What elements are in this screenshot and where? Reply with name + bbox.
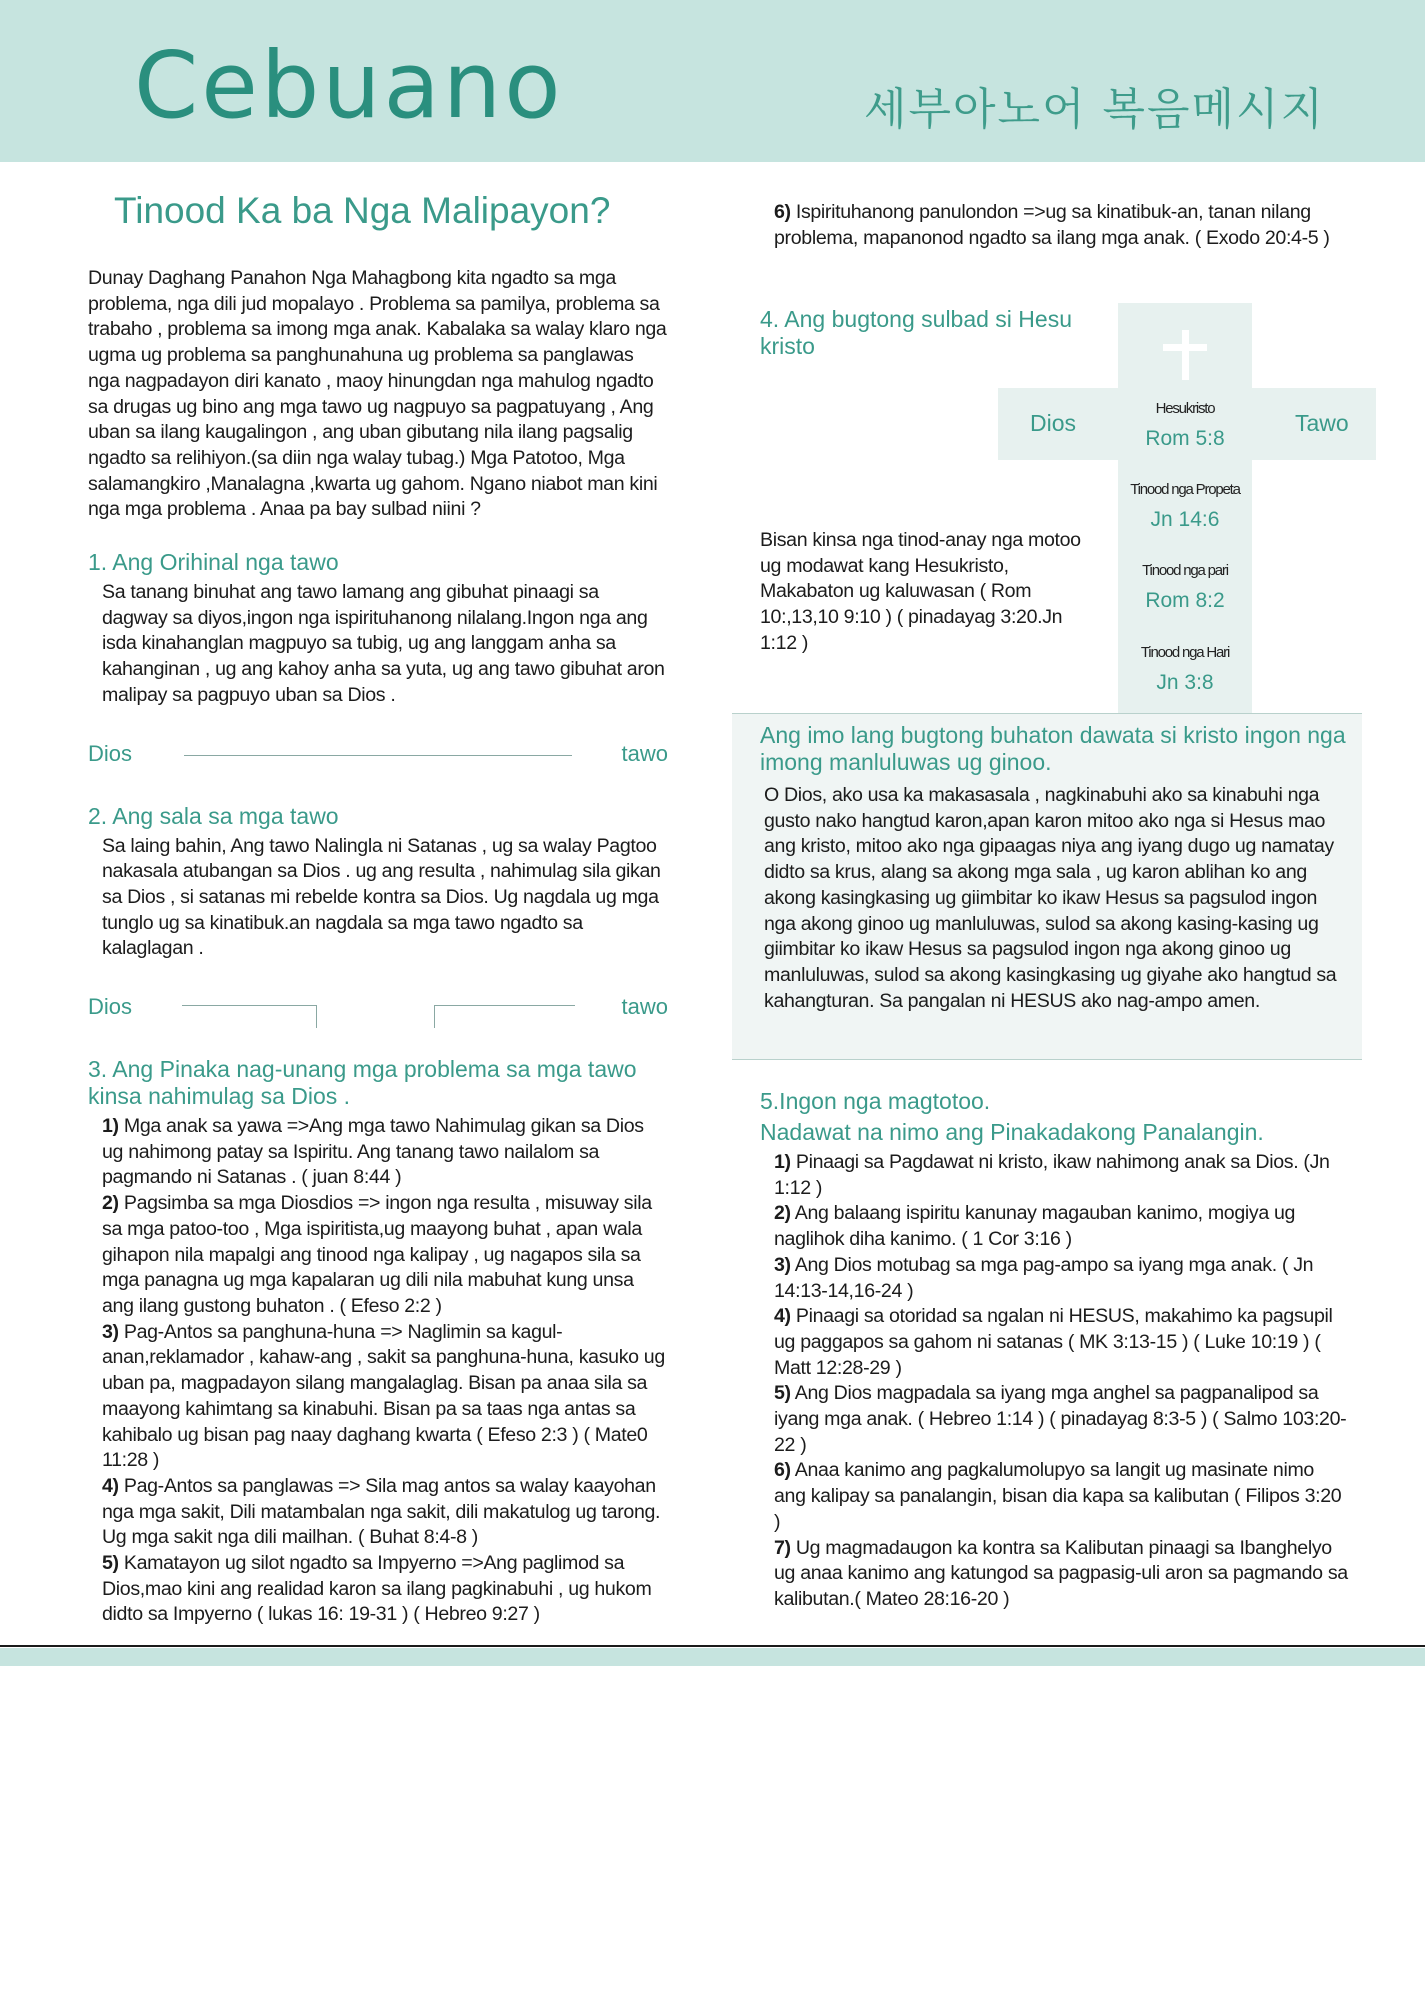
list-item: 2) Ang balaang ispiritu kanunay magauban kanimo, mogiya ug naglihok diha kanimo. ( 1 Cor 3:16 )	[774, 1202, 1296, 1251]
header-band	[0, 0, 1425, 162]
connection-line	[184, 755, 572, 756]
section-5	[760, 1088, 1350, 1613]
section-5-heading-2: Nadawat na nimo ang Pinakadakong Panalangin.	[760, 1119, 1264, 1145]
section-3-heading: 3. Ang Pinaka nag-unang mga problema sa mga tawo kinsa nahimulag sa Dios .	[88, 1056, 637, 1110]
list-item: 2) Pagsimba sa mga Diosdios => ingon nga resulta , misuway sila sa mga patoo-too , Mga ispiritista,ug maayong buhat , apan wala gihapon nila mapalgi ang tinood nga kalipay , ug nagapos sila sa mga panagna ug mga kapalaran ug dili nila mabuhat kung unsa ang ilang gustong buhaton . ( Efeso 2:2 )	[102, 1192, 652, 1317]
section-1-body: Sa tanang binuhat ang tawo lamang ang gibuhat pinaagi sa dagway sa diyos,ingon nga ispirituhanong nilalang.Ingon nga ang isda kinahanglan magpuyo sa tubig, ug ang langgam anha sa kahanginan , ug ang kahoy anha sa yuta, ug ang tawo gibuhat aron malipay sa pagpuyo uban sa Dios .	[102, 581, 665, 706]
section-2-body: Sa laing bahin, Ang tawo Nalingla ni Satanas , ug sa walay Pagtoo nakasala atubangan sa Dios . ug ang resulta , nahimulag sila gikan sa Dios , si satanas mi rebelde kontra sa Dios. Ug nagdala ug mga tunglo ug sa kinatibuk.an nagdala sa mga tawo ngadto sa kalaglagan .	[102, 834, 661, 960]
broken-line-left	[182, 1005, 317, 1028]
cross-dios-label: Dios	[1030, 410, 1077, 436]
list-item: 1) Mga anak sa yawa =>Ang mga tawo Nahimulag gikan sa Dios ug nahimong patay sa Ispiritu. Ang tanang tawo nailalom sa pagmando ni Satanas . ( juan 8:44 )	[102, 1115, 644, 1189]
relationship-diagram-separated	[88, 990, 668, 1030]
section-4-heading: 4. Ang bugtong sulbad si Hesu kristo	[760, 306, 1073, 359]
diagram-dios-label: Dios	[88, 994, 133, 1020]
brand-title: Cebuano	[134, 32, 564, 139]
cross-icon	[1163, 330, 1207, 380]
prayer-text: O Dios, ako usa ka makasasala , nagkinabuhi ako sa kinabuhi nga gusto nako hangtud karon,apan karon mitoo ako nga si Hesus mao ang kristo, mitoo ako nga gipaagas niya ang iyang dugo ug namatay didto sa krus, alang sa akong mga sala , ug karon ablihan ko ang akong kasingkasing ug giimbitar ko ikaw Hesus sa pagsulod ingon nga akong ginoo ug manluluwas, sulod sa akong kasing-kasing ug giimbitar ko ikaw Hesus sa pagsulod ingon nga akong ginoo ug manluluwas, sulod sa akong kasingkasing ug giyahe ako hangtud sa kahangturan. Sa pangalan ni HESUS ako nag-ampo amen.	[764, 784, 1337, 1012]
footer-divider	[0, 1645, 1425, 1647]
list-item: 5) Kamatayon ug silot ngadto sa Impyerno =>Ang paglimod sa Dios,mao kini ang realidad karon sa ilang pagkinabuhi , ug hukom didto sa Impyerno ( lukas 16: 19-31 ) ( Hebreo 9:27 )	[102, 1552, 652, 1626]
cross-tawo-label: Tawo	[1295, 410, 1349, 436]
list-item: 3) Ang Dios motubag sa mga pag-ampo sa iyang mga anak. ( Jn 14:13-14,16-24 )	[774, 1253, 1314, 1302]
cross-entry-label: Tinood nga Propeta	[1130, 481, 1240, 498]
list-item: 1) Pinaagi sa Pagdawat ni kristo, ikaw nahimong anak sa Dios. (Jn 1:12 )	[774, 1151, 1330, 1199]
section-3-list	[88, 1114, 668, 1628]
left-column	[88, 190, 668, 1628]
section-5-heading-1: 5.Ingon nga magtotoo.	[760, 1088, 991, 1114]
cross-entry-ref: Jn 14:6	[1150, 508, 1220, 531]
list-item: 4) Pinaagi sa otoridad sa ngalan ni HESUS, makahimo ka pagsupil ug paggapos sa gahom ni satanas ( MK 3:13-15 ) ( Luke 10:19 ) ( Matt 12:28-29 )	[774, 1305, 1333, 1379]
page-title: Tinood Ka ba Nga Malipayon?	[114, 190, 611, 231]
list-item: 5) Ang Dios magpadala sa iyang mga anghel sa pagpanalipod sa iyang mga anak. ( Hebreo 1:14 ) ( pinadayag 8:3-5 ) ( Salmo 103:20-22 )	[774, 1382, 1347, 1456]
list-item: 3) Pag-Antos sa panghuna-huna => Naglimin sa kagul-anan,reklamador , kahaw-ang , sakit sa panghuna-huna, kasuko ug uban pa, magpadayon silang mangalaglag. Bisan pa anaa sila sa maayong kahimtang sa kinabuhi. Bisan pa sa taas nga antas sa kahibalo ug bisan pag naay daghang kwarta ( Efeso 2:3 ) ( Mate0 11:28 )	[102, 1320, 665, 1472]
cross-entry-label: Tinood nga pari	[1142, 562, 1228, 579]
cross-entry-ref: Rom 8:2	[1145, 589, 1225, 612]
section-3-item-6: 6) Ispirituhanong panulondon =>ug sa kinatibuk-an, tanan nilang problema, mapanonod ngadto sa ilang mga anak. ( Exodo 20:4-5 )	[774, 201, 1330, 249]
section-5-list	[760, 1150, 1350, 1613]
cross-entry-label: Hesukristo	[1155, 400, 1215, 417]
list-item: 6) Anaa kanimo ang pagkalumolupyo sa langit ug masinate nimo ang kalipay sa panalangin, bisan dia kapa sa kalibutan ( Filipos 3:20 )	[774, 1459, 1342, 1533]
list-item: 4) Pag-Antos sa panglawas => Sila mag antos sa walay kaayohan nga mga sakit, Dili matambalan nga sakit, dili makatulog ug tarong. Ug mga sakit nga dili mailhan. ( Buhat 8:4-8 )	[102, 1474, 661, 1549]
diagram-tawo-label: tawo	[621, 740, 668, 766]
relationship-diagram-connected	[88, 737, 668, 777]
diagram-tawo-label: tawo	[621, 994, 668, 1020]
broken-line-right	[434, 1005, 575, 1028]
korean-title: 세부아노어 복음메시지	[863, 84, 1325, 135]
section-1-heading: 1. Ang Orihinal nga tawo	[88, 549, 339, 576]
cross-entry-ref: Jn 3:8	[1156, 671, 1214, 694]
prayer-heading: Ang imo lang bugtong buhaton dawata si kristo ingon nga imong manluluwas ug ginoo.	[760, 722, 1346, 775]
intro-paragraph: Dunay Daghang Panahon Nga Mahagbong kita ngadto sa mga problema, nga dili jud mopalayo . Problema sa pamilya, problema sa trabaho , problema sa imong mga anak. Kabalaka sa walay klaro nga ugma ug problema sa panghunahuna ug problema sa panglawas nga nagpadayon diri kanato , maoy hinungdan nga mahulog ngadto sa drugas ug bino ang mga tawo ug nagpuyo sa pagpatuyang , Ang uban sa ilang kaugalingon , ang uban gibutang nila ilang pagsalig ngadto sa relihiyon.(sa diin nga walay tubag.) Mga Patotoo, Mga salamangkiro ,Manalagna ,kwarta ug gahom. Ngano niabot man kini nga mga problema . Anaa pa bay sulbad niini ?	[88, 267, 667, 521]
diagram-dios-label: Dios	[88, 740, 133, 766]
right-column-top	[760, 200, 1340, 251]
section-2-heading: 2. Ang sala sa mga tawo	[88, 802, 339, 829]
section-4-body: Bisan kinsa nga tinod-anay nga motoo ug modawat kang Hesukristo, Makabaton ug kaluwasan ( Rom 10:,13,10 9:10 ) ( pinadayag 3:20.Jn 1:12 )	[760, 529, 1081, 654]
footer-band	[0, 1648, 1425, 1666]
list-item: 7) Ug magmadaugon ka kontra sa Kalibutan pinaagi sa Ibanghelyo ug anaa kanimo ang katungod sa pagpasig-uli aron sa pagmando sa kalibutan.( Mateo 28:16-20 )	[774, 1536, 1348, 1610]
cross-entry-label: Tinood nga Hari	[1140, 644, 1230, 661]
cross-entry-ref: Rom 5:8	[1145, 427, 1225, 450]
